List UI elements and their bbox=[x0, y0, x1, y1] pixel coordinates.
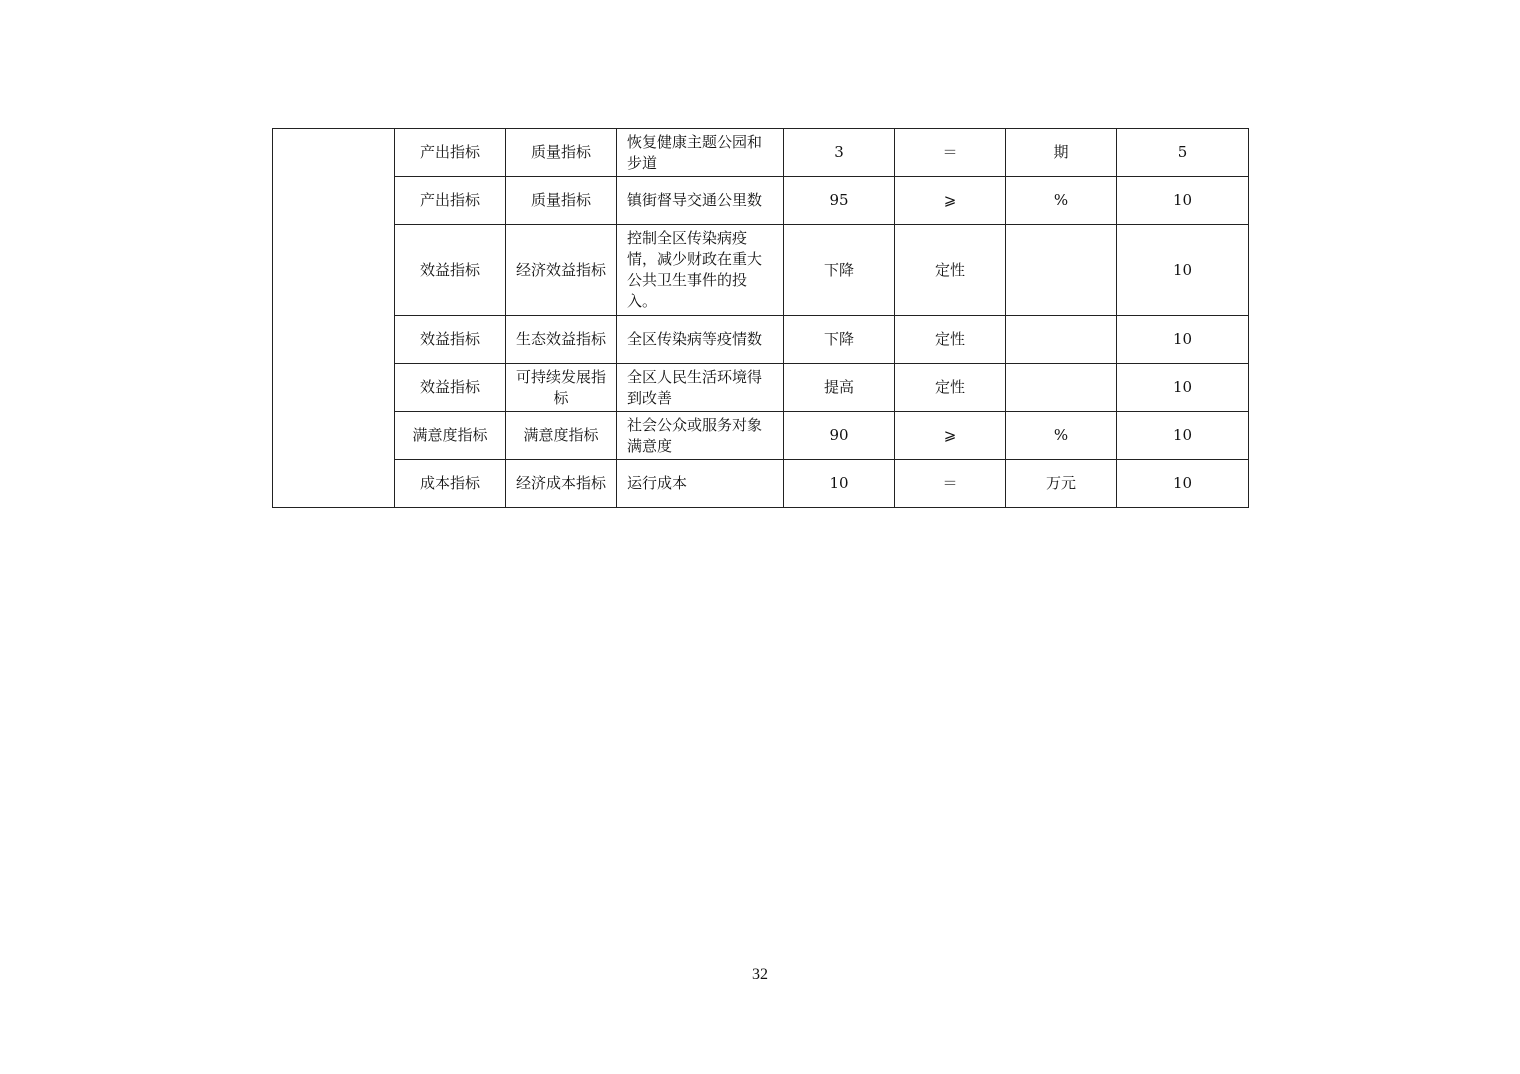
level2-indicator-cell: 可持续发展指标 bbox=[506, 364, 617, 412]
level1-indicator-cell: 成本指标 bbox=[395, 460, 506, 508]
target-value-cell: 下降 bbox=[784, 316, 895, 364]
level1-indicator-cell: 产出指标 bbox=[395, 129, 506, 177]
operator-cell: 定性 bbox=[895, 364, 1006, 412]
table-row bbox=[273, 364, 1249, 412]
operator-cell: 定性 bbox=[895, 316, 1006, 364]
level2-indicator-cell: 经济效益指标 bbox=[506, 225, 617, 316]
target-value-cell: 提高 bbox=[784, 364, 895, 412]
level2-indicator-cell: 生态效益指标 bbox=[506, 316, 617, 364]
level2-indicator-cell: 满意度指标 bbox=[506, 412, 617, 460]
score-cell: 10 bbox=[1117, 364, 1249, 412]
operator-cell: ＝ bbox=[895, 129, 1006, 177]
score-cell: 10 bbox=[1117, 177, 1249, 225]
indicator-name-cell: 社会公众或服务对象满意度 bbox=[617, 412, 784, 460]
target-value-cell: 95 bbox=[784, 177, 895, 225]
table-row bbox=[273, 225, 1249, 316]
level1-indicator-cell: 效益指标 bbox=[395, 316, 506, 364]
unit-cell: % bbox=[1006, 412, 1117, 460]
level1-indicator-cell: 效益指标 bbox=[395, 364, 506, 412]
merged-blank-cell bbox=[273, 129, 395, 508]
indicator-name-cell: 全区人民生活环境得到改善 bbox=[617, 364, 784, 412]
operator-cell: ⩾ bbox=[895, 177, 1006, 225]
score-cell: 10 bbox=[1117, 412, 1249, 460]
level2-indicator-cell: 经济成本指标 bbox=[506, 460, 617, 508]
table-row bbox=[273, 129, 1249, 177]
score-cell: 10 bbox=[1117, 225, 1249, 316]
level1-indicator-cell: 满意度指标 bbox=[395, 412, 506, 460]
table-row bbox=[273, 412, 1249, 460]
operator-cell: 定性 bbox=[895, 225, 1006, 316]
target-value-cell: 下降 bbox=[784, 225, 895, 316]
table-row bbox=[273, 460, 1249, 508]
indicator-name-cell: 控制全区传染病疫情，减少财政在重大公共卫生事件的投入。 bbox=[617, 225, 784, 316]
unit-cell: % bbox=[1006, 177, 1117, 225]
unit-cell: 期 bbox=[1006, 129, 1117, 177]
indicator-name-cell: 恢复健康主题公园和步道 bbox=[617, 129, 784, 177]
level2-indicator-cell: 质量指标 bbox=[506, 177, 617, 225]
page-number: 32 bbox=[752, 966, 768, 983]
unit-cell: 万元 bbox=[1006, 460, 1117, 508]
unit-cell bbox=[1006, 316, 1117, 364]
operator-cell: ＝ bbox=[895, 460, 1006, 508]
indicator-name-cell: 全区传染病等疫情数 bbox=[617, 316, 784, 364]
score-cell: 10 bbox=[1117, 316, 1249, 364]
score-cell: 10 bbox=[1117, 460, 1249, 508]
operator-cell: ⩾ bbox=[895, 412, 1006, 460]
target-value-cell: 10 bbox=[784, 460, 895, 508]
score-cell: 5 bbox=[1117, 129, 1249, 177]
unit-cell bbox=[1006, 364, 1117, 412]
target-value-cell: 3 bbox=[784, 129, 895, 177]
level1-indicator-cell: 效益指标 bbox=[395, 225, 506, 316]
unit-cell bbox=[1006, 225, 1117, 316]
indicator-name-cell: 镇街督导交通公里数 bbox=[617, 177, 784, 225]
target-value-cell: 90 bbox=[784, 412, 895, 460]
performance-indicator-table bbox=[272, 128, 1249, 508]
level1-indicator-cell: 产出指标 bbox=[395, 177, 506, 225]
level2-indicator-cell: 质量指标 bbox=[506, 129, 617, 177]
table-row bbox=[273, 177, 1249, 225]
indicator-name-cell: 运行成本 bbox=[617, 460, 784, 508]
table-row bbox=[273, 316, 1249, 364]
